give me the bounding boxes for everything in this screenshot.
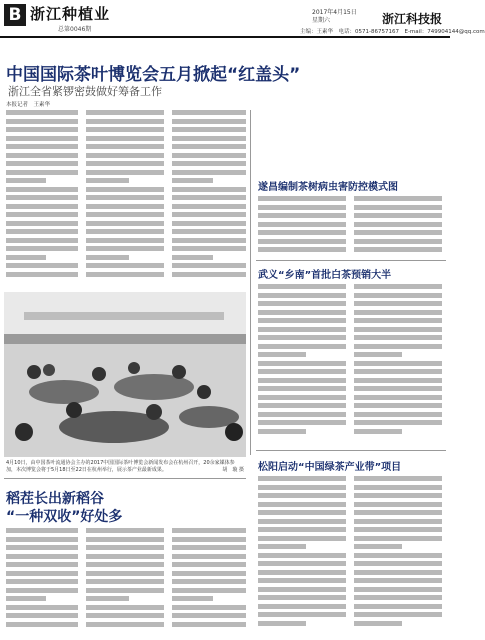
text-line	[6, 204, 78, 209]
text-line	[6, 229, 78, 234]
text-line	[172, 153, 246, 158]
text-line	[86, 144, 164, 149]
text-line	[172, 554, 246, 559]
text-line	[86, 537, 164, 542]
text-line	[86, 212, 164, 217]
story-title-line1: 稻茬长出新稻谷	[6, 491, 104, 507]
masthead-rule	[0, 36, 450, 38]
text-line	[258, 527, 346, 532]
text-line	[86, 119, 164, 124]
text-line	[172, 204, 246, 209]
story-divider	[256, 450, 446, 451]
text-line	[86, 579, 164, 584]
text-line	[172, 596, 213, 601]
paper-name: 浙江科技报	[382, 12, 443, 26]
text-line	[6, 127, 78, 132]
contact-line: 主编：王素华 电话：0571-86757167 E-mail：749904144@qq.com	[300, 29, 485, 35]
story-title: 松阳启动“中国绿茶产业带”项目	[258, 462, 402, 473]
masthead	[0, 0, 485, 36]
text-line	[354, 301, 442, 306]
text-line	[172, 187, 246, 192]
text-line	[6, 554, 78, 559]
text-line	[354, 395, 442, 400]
text-line	[172, 255, 213, 260]
text-line	[172, 136, 246, 141]
text-line	[258, 327, 346, 332]
text-line	[258, 493, 346, 498]
text-line	[258, 612, 346, 617]
text-line	[6, 153, 78, 158]
story-body	[6, 528, 78, 636]
story-body	[86, 528, 164, 636]
lead-body-col1	[6, 110, 78, 288]
text-line	[258, 578, 346, 583]
text-line	[172, 605, 246, 610]
photo-credit: 胡 璇 摄	[222, 467, 244, 473]
text-line	[354, 213, 442, 218]
text-line	[354, 604, 442, 609]
text-line	[172, 221, 246, 226]
text-line	[258, 369, 346, 374]
text-line	[6, 221, 78, 226]
text-line	[172, 127, 246, 132]
tea-expo-photo	[4, 292, 246, 457]
text-line	[354, 310, 442, 315]
lead-body-col2	[86, 110, 164, 288]
text-line	[172, 110, 246, 115]
story-title-line2: “一种双收”好处多	[6, 509, 123, 525]
text-line	[354, 318, 442, 323]
text-line	[354, 239, 442, 244]
text-line	[258, 301, 346, 306]
text-line	[258, 476, 346, 481]
text-line	[6, 161, 78, 166]
text-line	[354, 386, 442, 391]
text-line	[354, 595, 442, 600]
text-line	[172, 170, 246, 175]
text-line	[172, 161, 246, 166]
text-line	[172, 571, 246, 576]
text-line	[6, 579, 78, 584]
text-line	[258, 519, 346, 524]
text-line	[86, 622, 164, 627]
text-line	[258, 429, 306, 434]
text-line	[258, 570, 346, 575]
text-line	[86, 605, 164, 610]
text-line	[258, 213, 346, 218]
story-title: 武义“乡南”首批白茶预销大半	[258, 270, 392, 281]
text-line	[354, 222, 442, 227]
text-line	[86, 272, 164, 277]
text-line	[354, 493, 442, 498]
text-line	[354, 352, 402, 357]
text-line	[172, 622, 246, 627]
text-line	[6, 255, 46, 260]
text-line	[354, 361, 442, 366]
text-line	[172, 263, 246, 268]
text-line	[6, 537, 78, 542]
text-line	[354, 378, 442, 383]
text-line	[354, 293, 442, 298]
text-line	[258, 595, 346, 600]
text-line	[354, 587, 442, 592]
text-line	[354, 612, 442, 617]
text-line	[258, 420, 346, 425]
text-line	[86, 110, 164, 115]
text-line	[6, 528, 78, 533]
text-line	[354, 420, 442, 425]
text-line	[6, 187, 78, 192]
text-line	[172, 246, 246, 251]
text-line	[172, 119, 246, 124]
text-line	[354, 429, 402, 434]
text-line	[6, 562, 78, 567]
text-line	[258, 378, 346, 383]
story-body	[354, 284, 442, 444]
text-line	[354, 344, 442, 349]
text-line	[172, 545, 246, 550]
text-line	[354, 519, 442, 524]
text-line	[172, 588, 246, 593]
text-line	[172, 144, 246, 149]
story-body	[354, 476, 442, 634]
text-line	[86, 187, 164, 192]
text-line	[258, 318, 346, 323]
text-line	[258, 205, 346, 210]
story-title: 遂昌编制茶树病虫害防控模式图	[258, 182, 398, 193]
text-line	[86, 195, 164, 200]
text-line	[6, 605, 78, 610]
issue-number: 总第0046期	[58, 26, 92, 33]
text-line	[258, 536, 346, 541]
text-line	[258, 230, 346, 235]
text-line	[258, 395, 346, 400]
text-line	[86, 161, 164, 166]
text-line	[86, 153, 164, 158]
text-line	[6, 545, 78, 550]
text-line	[258, 502, 346, 507]
text-line	[6, 212, 78, 217]
text-line	[258, 412, 346, 417]
text-line	[258, 361, 346, 366]
text-line	[86, 127, 164, 132]
text-line	[86, 238, 164, 243]
text-line	[258, 222, 346, 227]
date-line: 2017年4月15日	[312, 9, 357, 16]
text-line	[258, 621, 306, 626]
text-line	[6, 136, 78, 141]
text-line	[258, 553, 346, 558]
story-body	[258, 284, 346, 444]
text-line	[258, 335, 346, 340]
section-name: 浙江种植业	[30, 5, 111, 23]
text-line	[258, 544, 306, 549]
text-line	[354, 536, 442, 541]
story-divider	[4, 478, 246, 479]
text-line	[258, 239, 346, 244]
text-line	[6, 622, 78, 627]
text-line	[258, 293, 346, 298]
text-line	[354, 561, 442, 566]
text-line	[86, 255, 129, 260]
text-line	[6, 246, 78, 251]
text-line	[354, 205, 442, 210]
text-line	[172, 212, 246, 217]
section-letter: B	[4, 4, 26, 26]
text-line	[172, 272, 246, 277]
text-line	[86, 246, 164, 251]
text-line	[172, 613, 246, 618]
text-line	[6, 178, 46, 183]
text-line	[86, 588, 164, 593]
text-line	[354, 403, 442, 408]
text-line	[6, 588, 78, 593]
text-line	[6, 272, 78, 277]
text-line	[86, 571, 164, 576]
text-line	[6, 170, 78, 175]
text-line	[172, 178, 213, 183]
weekday-line: 星期六	[312, 17, 331, 24]
text-line	[354, 412, 442, 417]
text-line	[354, 284, 442, 289]
photo-illustration	[4, 292, 246, 457]
text-line	[6, 596, 46, 601]
text-line	[258, 386, 346, 391]
story-body	[172, 528, 246, 636]
text-line	[6, 144, 78, 149]
text-line	[258, 587, 346, 592]
text-line	[354, 510, 442, 515]
text-line	[354, 196, 442, 201]
text-line	[86, 263, 164, 268]
text-line	[258, 561, 346, 566]
text-line	[258, 403, 346, 408]
text-line	[258, 310, 346, 315]
text-line	[354, 327, 442, 332]
story-body	[354, 196, 442, 256]
text-line	[354, 230, 442, 235]
text-line	[86, 221, 164, 226]
text-line	[354, 527, 442, 532]
text-line	[86, 136, 164, 141]
text-line	[86, 545, 164, 550]
text-line	[86, 178, 129, 183]
text-line	[6, 571, 78, 576]
text-line	[6, 263, 78, 268]
text-line	[354, 369, 442, 374]
text-line	[258, 485, 346, 490]
text-line	[172, 229, 246, 234]
text-line	[86, 554, 164, 559]
text-line	[354, 476, 442, 481]
text-line	[172, 579, 246, 584]
text-line	[86, 562, 164, 567]
text-line	[6, 110, 78, 115]
text-line	[172, 238, 246, 243]
text-line	[6, 195, 78, 200]
text-line	[354, 621, 402, 626]
photo-caption	[6, 460, 244, 474]
text-line	[172, 195, 246, 200]
text-line	[354, 502, 442, 507]
lead-body-col3	[172, 110, 246, 288]
text-line	[258, 510, 346, 515]
date-info	[312, 9, 357, 25]
text-line	[258, 196, 346, 201]
text-line	[172, 562, 246, 567]
text-line	[258, 604, 346, 609]
text-line	[258, 284, 346, 289]
text-line	[354, 485, 442, 490]
story-divider	[256, 260, 446, 261]
lead-subhead: 浙江全省紧锣密鼓做好筹备工作	[8, 85, 162, 98]
lead-byline: 本报记者 王素华	[6, 102, 51, 108]
text-line	[354, 335, 442, 340]
text-line	[258, 344, 346, 349]
text-line	[86, 528, 164, 533]
text-line	[354, 544, 402, 549]
lead-headline: 中国国际茶叶博览会五月掀起“红盖头”	[6, 65, 301, 85]
text-line	[86, 204, 164, 209]
text-line	[354, 570, 442, 575]
text-line	[6, 119, 78, 124]
text-line	[354, 553, 442, 558]
text-line	[86, 229, 164, 234]
story-body	[258, 476, 346, 634]
text-line	[86, 170, 164, 175]
text-line	[172, 528, 246, 533]
text-line	[172, 537, 246, 542]
text-line	[258, 247, 346, 252]
text-line	[354, 578, 442, 583]
text-line	[86, 596, 129, 601]
story-body	[258, 196, 346, 256]
text-line	[6, 613, 78, 618]
text-line	[354, 247, 442, 252]
column-divider	[250, 110, 251, 455]
caption-text: 4月10日，由中国茶叶流通协会主办的2017中国国际茶叶博览会新闻发布会在杭州召开，20余家媒体参加，本次博览会将于5月18日至22日在杭州举行，展示茶产业最新成果。	[6, 460, 235, 473]
text-line	[6, 238, 78, 243]
text-line	[86, 613, 164, 618]
text-line	[258, 352, 306, 357]
